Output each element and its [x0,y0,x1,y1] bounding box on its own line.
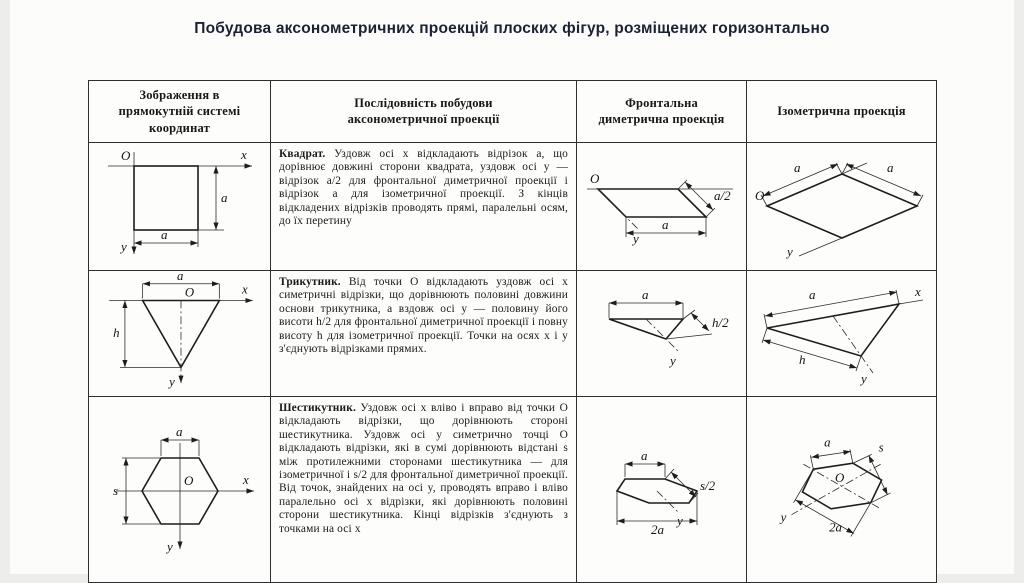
y-axis-label: y [669,352,676,368]
y-axis-label: y [632,230,639,246]
dim-label-a-half: a/2 [713,187,731,203]
hexagon-dimetric-figure [581,435,743,539]
y-axis-label: y [860,370,867,386]
figure-term: Трикутник. [279,275,341,288]
dim-label-2a: 2a [650,521,664,537]
hexagon-plan-lines [116,440,254,549]
square-dimetric-figure [581,157,743,251]
dim-label-a-left: a [793,159,800,175]
dim-label-a: a [176,423,183,439]
dim-label-a-side: a [220,189,227,205]
triangle-dimetric-figure [581,285,743,377]
dim-label-a: a [176,270,183,283]
y-axis-label: y [168,374,175,389]
dim-label-a-bottom: a [160,226,167,242]
x-axis-label: x [240,146,247,162]
square-dimetric-lines [587,180,733,237]
slide [10,0,1014,574]
figure-description [279,148,568,229]
x-axis-label: x [914,283,921,299]
hexagon-plan-figure [92,417,267,557]
figure-term: Квадрат. [279,147,326,160]
triangle-isometric-lines [762,290,923,373]
hexagon-isometric-figure [748,424,936,549]
y-axis-label: y [780,510,787,525]
figure-cell-square-isometric [747,142,937,270]
dim-label-a: a [641,286,648,302]
square-plan-figure [94,146,266,262]
dim-label-s: s [113,482,119,498]
description-cell-square [271,142,577,270]
dim-label-a: a [808,286,815,302]
y-axis-label: y [786,243,793,259]
figure-cell-square-plan [89,142,271,270]
square-isometric-figure [749,148,935,260]
figure-cell-triangle-isometric [747,270,937,396]
hexagon-dimetric-lines [617,464,698,525]
x-axis-label: x [241,282,248,297]
y-axis-label: y [120,238,127,254]
table-row-triangle [89,270,937,396]
dim-label-h: h [798,351,805,367]
origin-label: O [754,187,764,203]
column-header-sequence: Послідовність побудови аксонометричної проекції [271,81,577,143]
description-cell-triangle [271,270,577,396]
table-wrap [88,80,937,583]
triangle-dimetric-lines [609,303,712,351]
triangle-plan-lines [109,284,253,383]
page-title: Побудова аксонометричних проекцій плоских фігур, розміщених горизонтально [194,20,830,37]
figure-body-text: Від точки O відкладають уздовж осі x симетричні відрізки, що дорівнюють половині довжини основи трикутника, а вздовж осі y — половину його висоти h/2 для фронтальної диметричної проекції і повну висоту h для ізометричної проекції. Точки на осях x і y з'єднують відрізками прямих. [279,275,568,356]
origin-label: O [184,472,194,488]
square-plan-lines [108,152,252,254]
dim-label-h: h [112,325,120,340]
figure-cell-hexagon-plan [89,396,271,582]
figure-body-text: Уздовж осі x відкладають відрізок a, що дорівнює довжині сторони квадрата, уздовж осі y — відрізок a/2 для фронтальної диметричної проекції і відрізок a для ізометричної проекції. З кінців відкладених відрізків проводять прямі, паралельні осям, до їх перетину [279,147,568,228]
dim-label-a: a [640,447,647,463]
origin-label: O [835,471,845,486]
x-axis-label: x [243,471,249,487]
figure-body-text: Уздовж осі x вліво і вправо від точки O відкладають відрізки, що дорівнюють стороні шестикутника. Уздовж осі y симетрично точці O відкладають відрізки, які в сумі дорівнюють відстані s між протилежними сторонами шестикутника — для ізометричної і s/2 для фронтальної диметричної проекції. Від точок, знайдених на осі y, проводять вправо і вліво паралельно осі x відрізки, які дорівнюють половині сторони шестикутника. Кінці відрізків з'єднують з точками на осі x [279,401,569,535]
description-cell-hexagon [271,396,577,582]
triangle-plan-figure [95,271,265,391]
origin-label: O [184,285,194,300]
table-row-hexagon [89,396,937,582]
dim-label-a: a [824,435,831,450]
figure-cell-square-dimetric [577,142,747,270]
figure-term: Шестикутник. [279,401,356,414]
square-isometric-lines [761,163,923,256]
triangle-isometric-figure [749,276,935,386]
origin-label: O [589,170,599,186]
dim-label-h-half: h/2 [711,314,729,330]
dim-label-s: s [878,440,884,455]
header-row [89,81,937,143]
y-axis-label: y [167,538,173,554]
figure-cell-triangle-dimetric [577,270,747,396]
table-row-square [89,142,937,270]
figure-description [279,276,568,357]
figure-cell-hexagon-dimetric [577,396,747,582]
figure-cell-hexagon-isometric [747,396,937,582]
dim-label-s-half: s/2 [699,477,715,493]
dim-label-a: a [661,216,668,232]
dim-label-2a: 2a [829,520,842,535]
figure-description [279,402,568,537]
column-header-isometric: Ізометрична проекція [747,81,937,143]
column-header-plan-view: Зображення в прямокутній системі координат [89,81,271,143]
projection-table [88,80,937,583]
column-header-frontal-dimetric: Фронтальна диметрична проекція [577,81,747,143]
origin-label: O [120,147,130,163]
dim-label-a-right: a [886,159,893,175]
y-axis-label: y [676,512,683,528]
figure-cell-triangle-plan [89,270,271,396]
